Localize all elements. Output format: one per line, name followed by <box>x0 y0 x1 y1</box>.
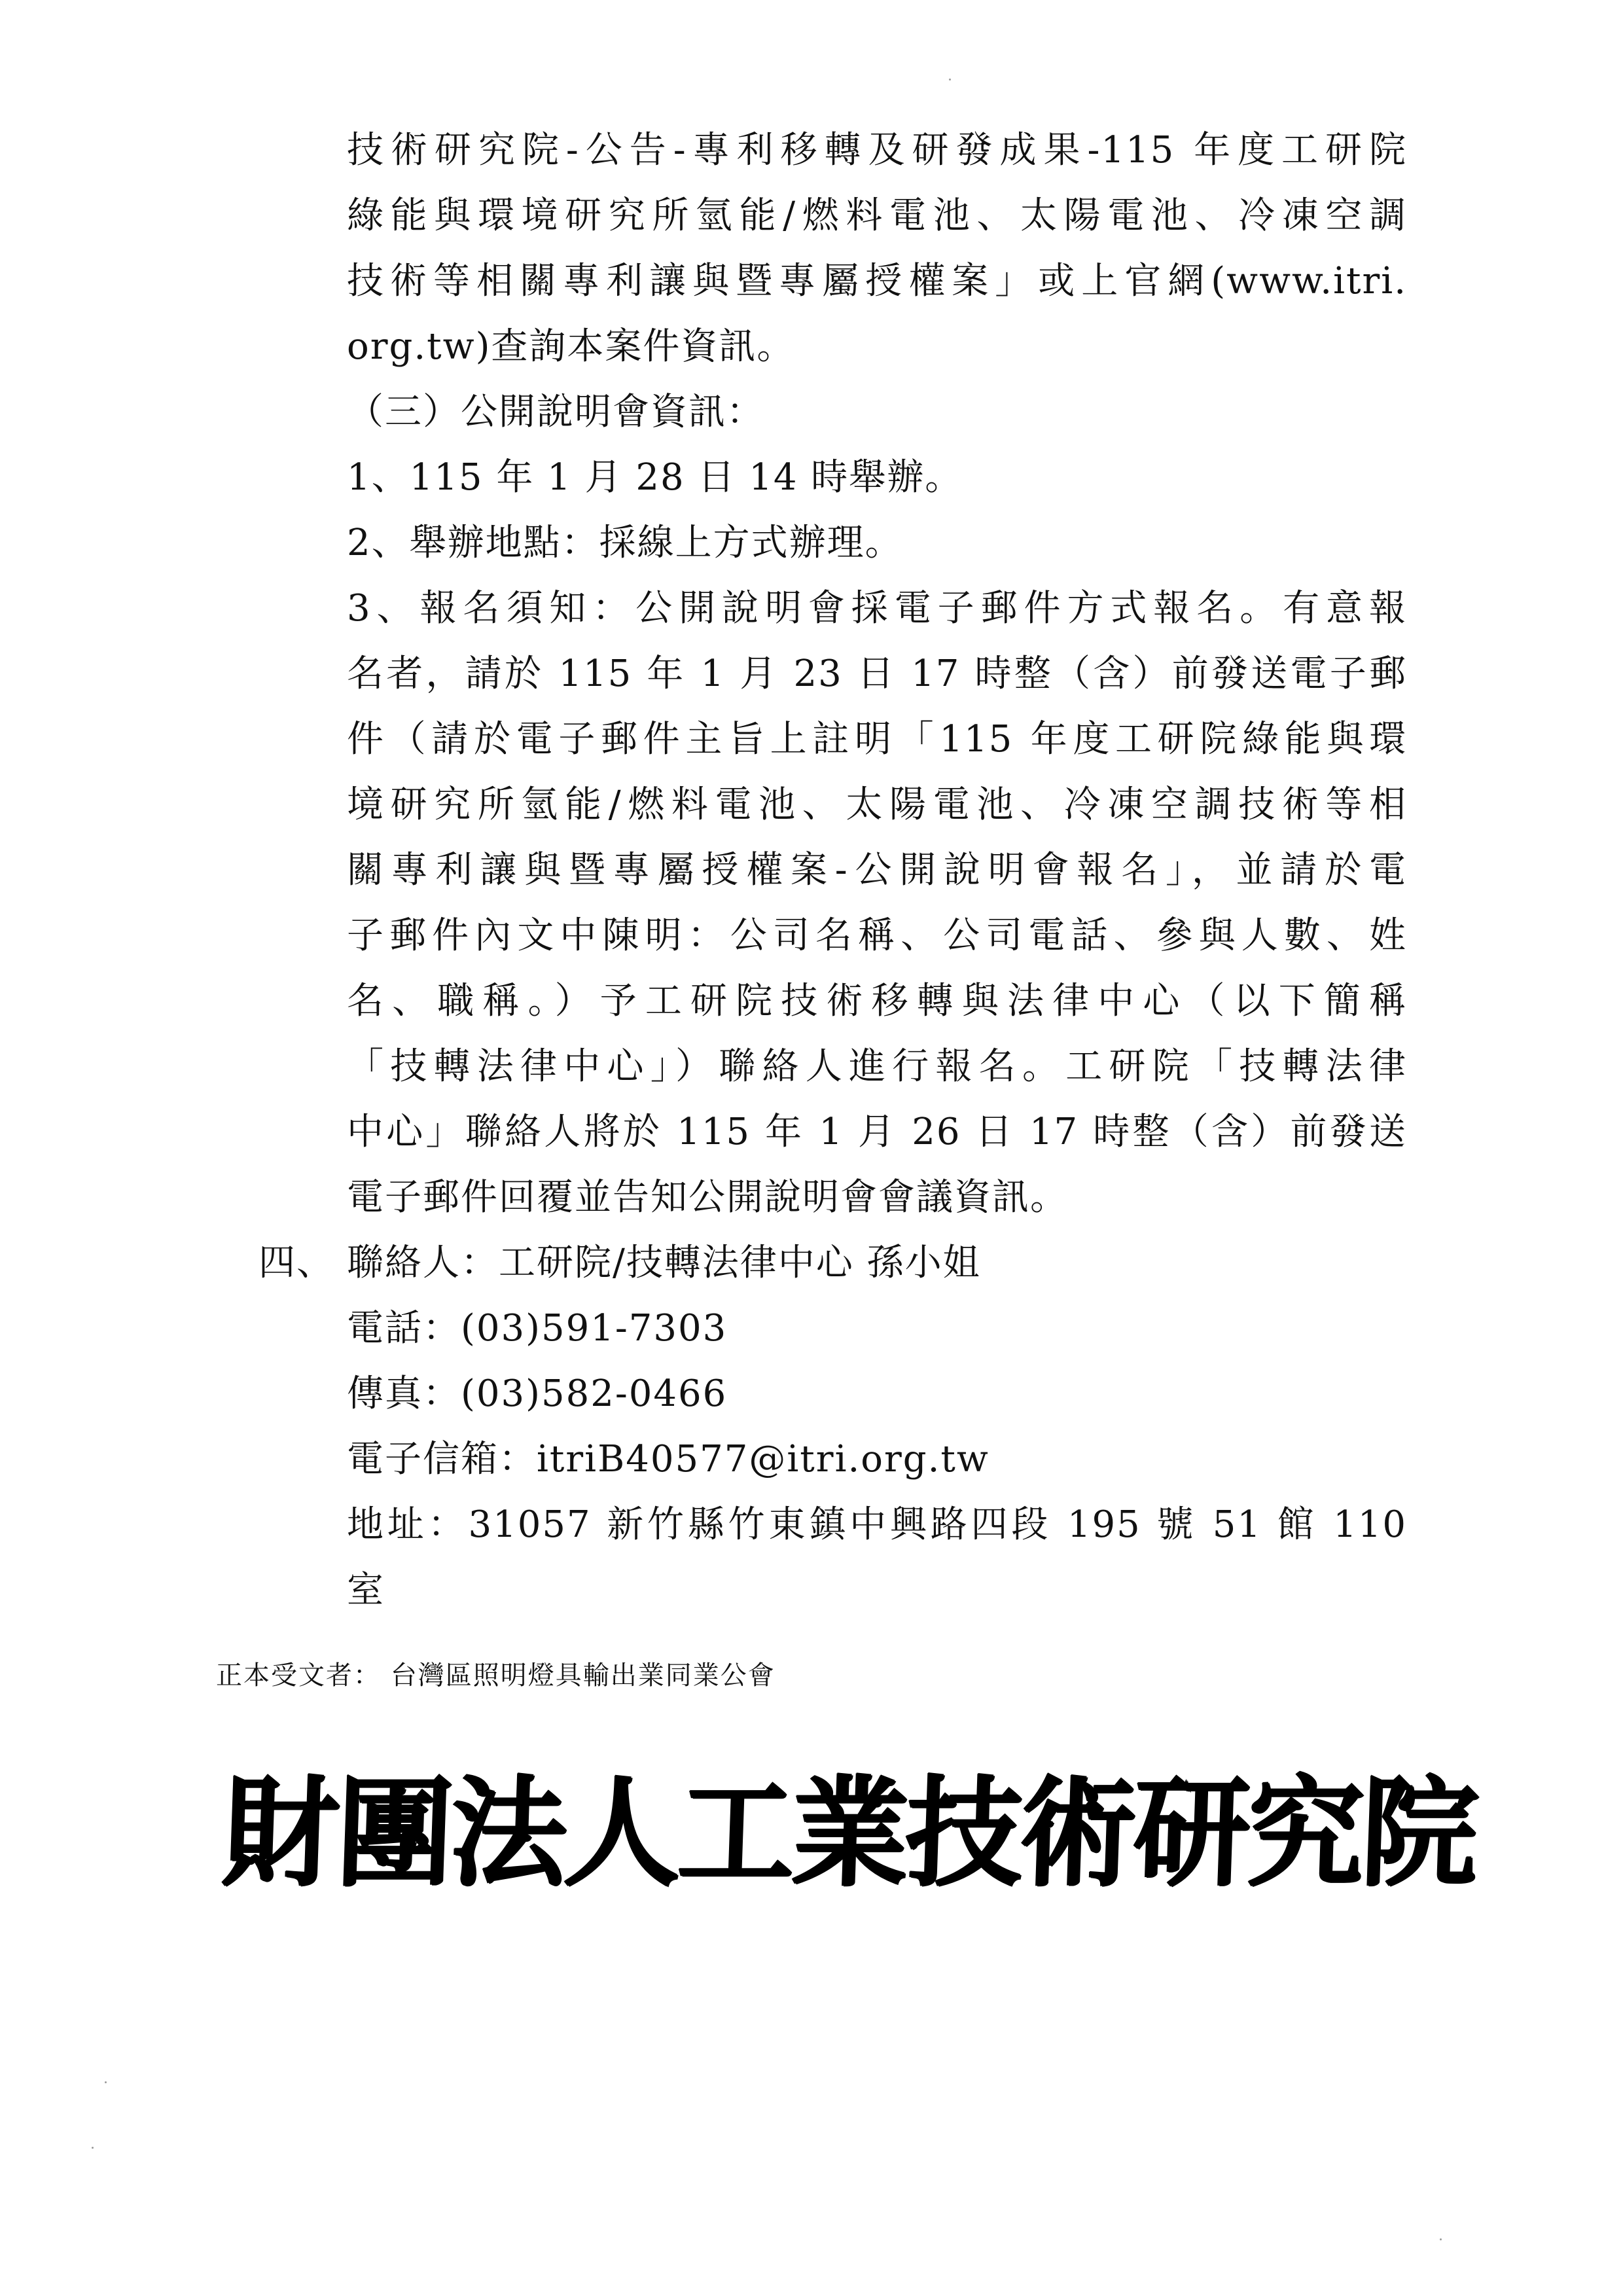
body-line-2: 綠能與環境研究所氫能/燃料電池、太陽電池、冷凍空調 <box>347 194 1407 237</box>
info-item-2: 2、舉辦地點：採線上方式辦理。 <box>347 522 903 564</box>
contact-address: 地址：31057 新竹縣竹東鎮中興路四段 195 號 51 館 110 <box>347 1503 1407 1546</box>
scan-speck <box>1440 2238 1442 2240</box>
scan-speck <box>92 2147 94 2149</box>
info-item-3-line-3: 件（請於電子郵件主旨上註明「115 年度工研院綠能與環 <box>347 718 1407 761</box>
contact-email: 電子信箱：itriB40577@itri.org.tw <box>347 1438 990 1480</box>
info-item-3-line-6: 子郵件內文中陳明：公司名稱、公司電話、參與人數、姓 <box>347 914 1407 957</box>
info-item-3-line-2: 名者，請於 115 年 1 月 23 日 17 時整（含）前發送電子郵 <box>347 653 1407 695</box>
organization-seal: 財團法人工業技術研究院 <box>220 1762 1478 1903</box>
info-item-3-line-10: 電子郵件回覆並告知公開說明會會議資訊。 <box>347 1176 1068 1219</box>
info-item-3-line-7: 名、職稱。）予工研院技術移轉與法律中心（以下簡稱 <box>347 980 1407 1022</box>
contact-heading: 聯絡人：工研院/技轉法律中心 孫小姐 <box>347 1242 981 1284</box>
info-item-3-line-8: 「技轉法律中心」）聯絡人進行報名。工研院「技轉法律 <box>347 1045 1407 1088</box>
info-item-3-line-9: 中心」聯絡人將於 115 年 1 月 26 日 17 時整（含）前發送 <box>347 1111 1407 1153</box>
contact-fax: 傳真：(03)582-0466 <box>347 1372 728 1415</box>
recipient-line: 正本受文者： 台灣區照明燈具輸出業同業公會 <box>216 1660 776 1691</box>
body-line-1: 技術研究院-公告-專利移轉及研發成果-115 年度工研院 <box>347 129 1407 171</box>
contact-address-cont: 室 <box>347 1569 385 1611</box>
scan-speck <box>105 2081 107 2083</box>
contact-phone: 電話：(03)591-7303 <box>347 1307 728 1350</box>
info-item-3-line-1: 3、報名須知：公開說明會採電子郵件方式報名。有意報 <box>347 587 1407 630</box>
info-item-3-line-5: 關專利讓與暨專屬授權案-公開說明會報名」，並請於電 <box>347 849 1407 891</box>
section-number-4: 四、 <box>259 1242 334 1284</box>
body-line-3: 技術等相關專利讓與暨專屬授權案」或上官網(www.itri. <box>347 260 1407 302</box>
info-item-1: 1、115 年 1 月 28 日 14 時舉辦。 <box>347 456 963 499</box>
body-line-4: org.tw)查詢本案件資訊。 <box>347 325 795 368</box>
section-heading-3: （三）公開說明會資訊： <box>347 391 764 433</box>
scan-speck <box>949 79 951 81</box>
info-item-3-line-4: 境研究所氫能/燃料電池、太陽電池、冷凍空調技術等相 <box>347 783 1407 826</box>
